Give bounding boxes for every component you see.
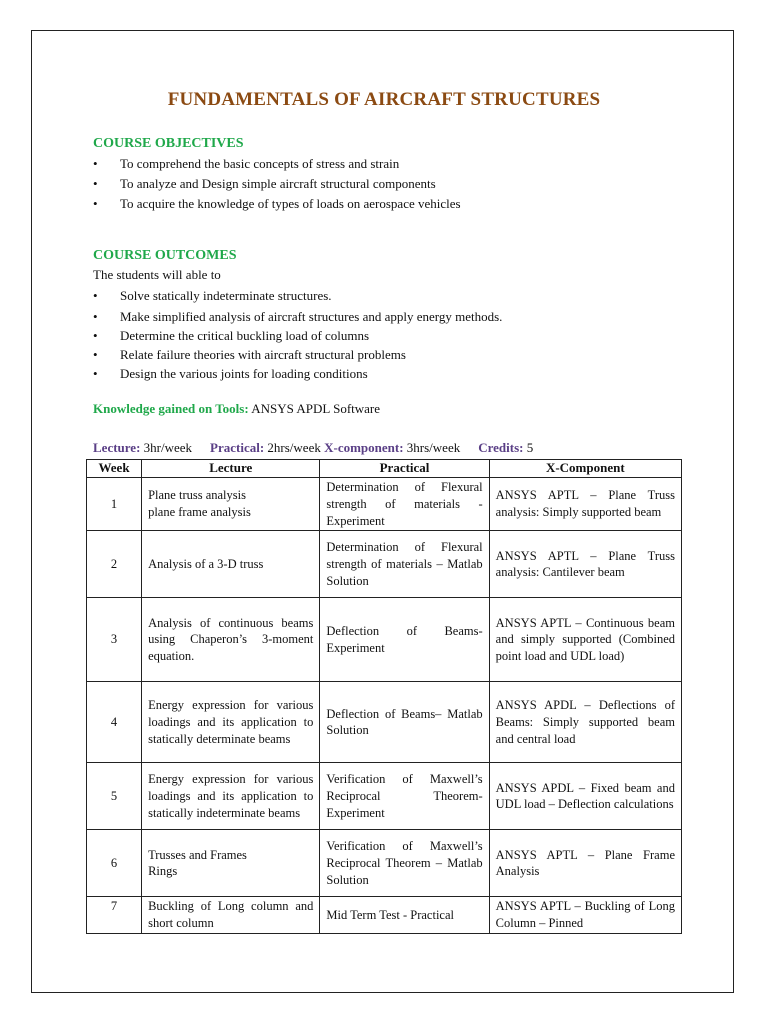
table-row — [87, 531, 682, 598]
cell-practical: Determination of Flexural strength of materials - Experiment — [320, 478, 489, 531]
cell-lecture: Trusses and Frames Rings — [142, 830, 320, 897]
bullet-icon: • — [93, 196, 98, 211]
cell-xcomponent: ANSYS APDL – Fixed beam and UDL load – Deflection calculations — [489, 763, 681, 830]
header-practical: Practical — [320, 460, 489, 478]
cell-week: 7 — [87, 897, 142, 934]
schedule-table — [86, 459, 682, 934]
header-xcomponent: X-Component — [489, 460, 681, 478]
list-item: • Design the various joints for loading conditions — [93, 366, 368, 381]
document-title: FUNDAMENTALS OF AIRCRAFT STRUCTURES — [167, 89, 601, 110]
objectives-list — [93, 154, 461, 214]
cell-week: 6 — [87, 830, 142, 897]
list-item: • To comprehend the basic concepts of stress and strain — [93, 154, 461, 174]
list-item: • Relate failure theories with aircraft structural problems — [93, 347, 406, 362]
cell-week: 5 — [87, 763, 142, 830]
cell-xcomponent: ANSYS APDL – Deflections of Beams: Simply supported beam and central load — [489, 682, 681, 763]
cell-practical: Deflection of Beams– Matlab Solution — [320, 682, 489, 763]
tools-value: ANSYS APDL Software — [251, 401, 381, 416]
list-item: • Determine the critical buckling load of columns — [93, 328, 370, 343]
course-meta — [93, 440, 533, 456]
header-lecture: Lecture — [142, 460, 320, 478]
list-item: • Solve statically indeterminate structures. — [93, 286, 502, 306]
cell-xcomponent: ANSYS APTL – Buckling of Long Column – Pinned — [489, 897, 681, 934]
objectives-heading: COURSE OBJECTIVES — [93, 136, 244, 151]
cell-lecture: Buckling of Long column and short column — [142, 897, 320, 934]
tools-line — [93, 401, 380, 417]
outcomes-heading: COURSE OUTCOMES — [93, 248, 237, 263]
cell-lecture: Energy expression for various loadings and its application to statically determinate beams — [142, 682, 320, 763]
cell-practical: Verification of Maxwell’s Reciprocal Theorem – Matlab Solution — [320, 830, 489, 897]
header-week: Week — [87, 460, 142, 478]
practical-value: 2hrs/week — [267, 440, 321, 455]
cell-xcomponent: ANSYS APTL – Continuous beam and simply supported (Combined point load and UDL load) — [489, 598, 681, 682]
practical-label: Practical: — [210, 440, 265, 455]
credits-value: 5 — [526, 440, 534, 455]
list-item: • Make simplified analysis of aircraft structures and apply energy methods. — [93, 309, 503, 324]
cell-lecture: Analysis of a 3-D truss — [142, 531, 320, 598]
bullet-icon: • — [93, 288, 98, 303]
cell-week: 2 — [87, 531, 142, 598]
xcomponent-label: X-component: — [324, 440, 404, 455]
outcomes-list — [93, 286, 502, 383]
cell-xcomponent: ANSYS APTL – Plane Truss analysis: Simply supported beam — [489, 478, 681, 531]
bullet-icon: • — [93, 328, 98, 343]
cell-practical: Deflection of Beams-Experiment — [320, 598, 489, 682]
cell-lecture: Plane truss analysis plane frame analysis — [142, 478, 320, 531]
cell-practical: Verification of Maxwell’s Reciprocal Theorem- Experiment — [320, 763, 489, 830]
cell-xcomponent: ANSYS APTL – Plane Truss analysis: Cantilever beam — [489, 531, 681, 598]
lecture-label: Lecture: — [93, 440, 141, 455]
bullet-icon: • — [93, 347, 98, 362]
list-item: • To acquire the knowledge of types of loads on aerospace vehicles — [93, 194, 461, 214]
table-header-row — [87, 460, 682, 478]
table-row — [87, 830, 682, 897]
lecture-value: 3hr/week — [143, 440, 193, 455]
xcomponent-value: 3hrs/week — [406, 440, 461, 455]
bullet-icon: • — [93, 366, 98, 381]
table-row — [87, 682, 682, 763]
table-row — [87, 478, 682, 531]
cell-week: 3 — [87, 598, 142, 682]
cell-week: 4 — [87, 682, 142, 763]
cell-lecture: Energy expression for various loadings and its application to statically indeterminate beams — [142, 763, 320, 830]
table-row — [87, 598, 682, 682]
cell-week: 1 — [87, 478, 142, 531]
cell-xcomponent: ANSYS APTL – Plane Frame Analysis — [489, 830, 681, 897]
tools-label: Knowledge gained on Tools: — [93, 401, 249, 416]
table-row — [87, 897, 682, 934]
cell-practical: Determination of Flexural strength of materials – Matlab Solution — [320, 531, 489, 598]
bullet-icon: • — [93, 309, 98, 324]
cell-lecture: Analysis of continuous beams using Chaperon’s 3-moment equation. — [142, 598, 320, 682]
bullet-icon: • — [93, 156, 98, 171]
credits-label: Credits: — [478, 440, 524, 455]
cell-practical: Mid Term Test - Practical — [320, 897, 489, 934]
outcomes-intro: The students will able to — [93, 267, 221, 282]
bullet-icon: • — [93, 176, 98, 191]
table-row — [87, 763, 682, 830]
list-item: • To analyze and Design simple aircraft structural components — [93, 174, 461, 194]
